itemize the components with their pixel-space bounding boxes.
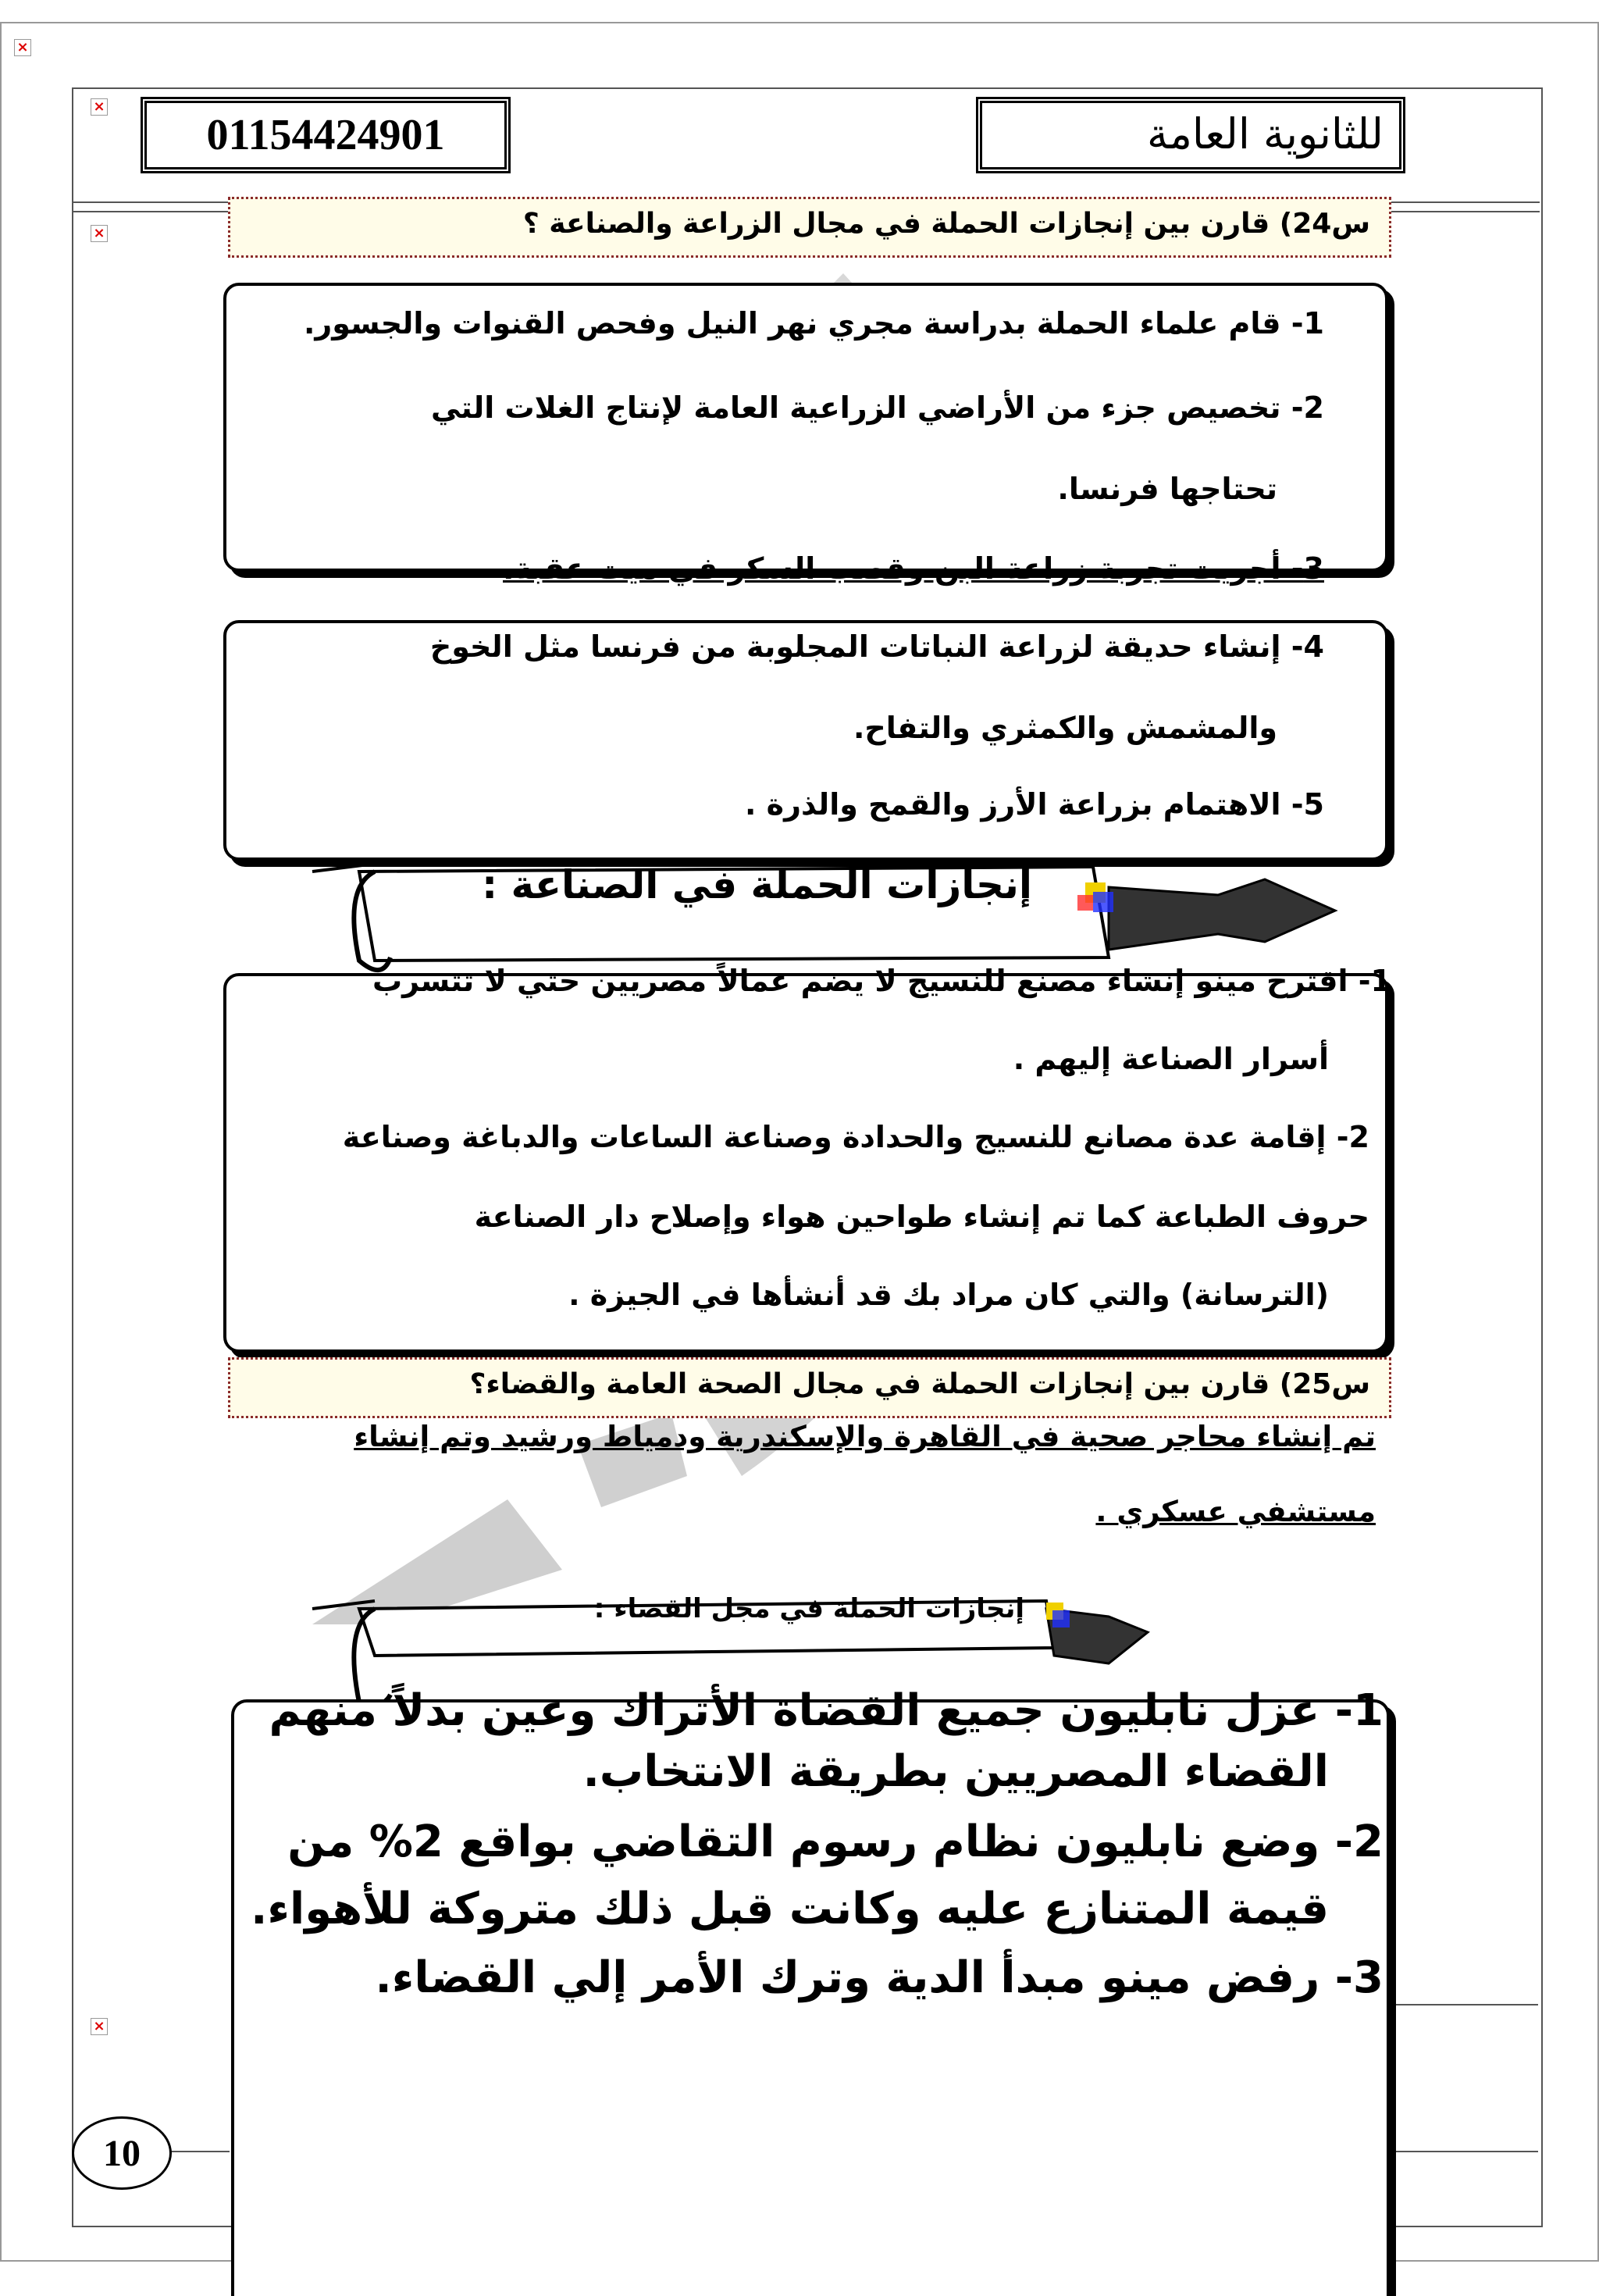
health-line-1: تم إنشاء محاجر صحية في القاهرة والإسكندرية ودمياط ورشيد وتم إنشاء	[354, 1420, 1376, 1453]
broken-image-icon: ×	[14, 39, 31, 56]
agri-item-2: 2- تخصيص جزء من الأراضي الزراعية العامة لإنتاج الغلات التي	[430, 390, 1324, 425]
page-title: للثانوية العامة	[1147, 109, 1384, 159]
agri-item-1: 1- قام علماء الحملة بدراسة مجري نهر النيل وفحص القنوات والجسور.	[303, 306, 1324, 340]
industry-item-1: 1- اقترح مينو إنشاء مصنع للنسيج لا يضم عمالاً مصريين حتي لا تتسرب	[372, 964, 1391, 998]
phone-number: 01154424901	[206, 111, 445, 159]
title-box	[976, 97, 1405, 173]
industry-item-2-cont2: (الترسانة) والتي كان مراد بك قد أنشأها في الجيزة .	[568, 1278, 1329, 1312]
broken-image-icon: ×	[91, 225, 108, 242]
health-line-2: مستشفي عسكري .	[1095, 1495, 1376, 1528]
industry-item-2-cont: حروف الطباعة كما تم إنشاء طواحين هواء وإصلاح دار الصناعة	[474, 1200, 1369, 1234]
divider-line	[1374, 2004, 1538, 2005]
judiciary-item-2: 2- وضع نابليون نظام رسوم التقاضي بواقع 2% من	[287, 1816, 1384, 1867]
agri-item-5: 5- الاهتمام بزراعة الأرز والقمح والذرة .	[745, 787, 1324, 822]
industry-heading: إنجازات الحملة في الصناعة :	[482, 862, 1032, 907]
broken-image-icon: ×	[91, 2018, 108, 2035]
broken-image-icon: ×	[91, 98, 108, 116]
judiciary-item-2-cont: قيمة المتنازع عليه وكانت قبل ذلك متروكة للأهواء.	[251, 1884, 1329, 1934]
agri-item-3: 3- أجريت تجربة زراعة البن وقصب السكر في ميت عقبة.	[503, 551, 1324, 586]
page-number: 10	[72, 2116, 172, 2190]
agri-item-4: 4- إنشاء حديقة لزراعة النباتات المجلوبة من فرنسا مثل الخوخ	[429, 629, 1324, 664]
judiciary-item-3: 3- رفض مينو مبدأ الدية وترك الأمر إلي القضاء.	[375, 1952, 1384, 2003]
agri-item-4-cont: والمشمش والكمثري والتفاح.	[853, 711, 1277, 745]
industry-item-1-cont: أسرار الصناعة إليهم .	[1013, 1042, 1329, 1076]
judiciary-heading: إنجازات الحملة في مجل القضاء :	[593, 1593, 1024, 1624]
industry-item-2: 2- إقامة عدة مصانع للنسيج والحدادة وصناعة الساعات والدباغة وصناعة	[342, 1120, 1369, 1154]
agri-item-2-cont: تحتاجها فرنسا.	[1057, 472, 1277, 506]
judiciary-item-1: 1- عزل نابليون جميع القضاة الأتراك وعين بدلاً منهم	[269, 1685, 1384, 1736]
divider-line	[1390, 2151, 1538, 2152]
phone-box	[141, 97, 511, 173]
question-25: س25) قارن بين إنجازات الحملة في مجال الصحة العامة والقضاء؟	[228, 1357, 1391, 1418]
question-24: س24) قارن بين إنجازات الحملة في مجال الزراعة والصناعة ؟	[228, 197, 1391, 258]
judiciary-item-1-cont: القضاء المصريين بطريقة الانتخاب.	[582, 1746, 1329, 1797]
